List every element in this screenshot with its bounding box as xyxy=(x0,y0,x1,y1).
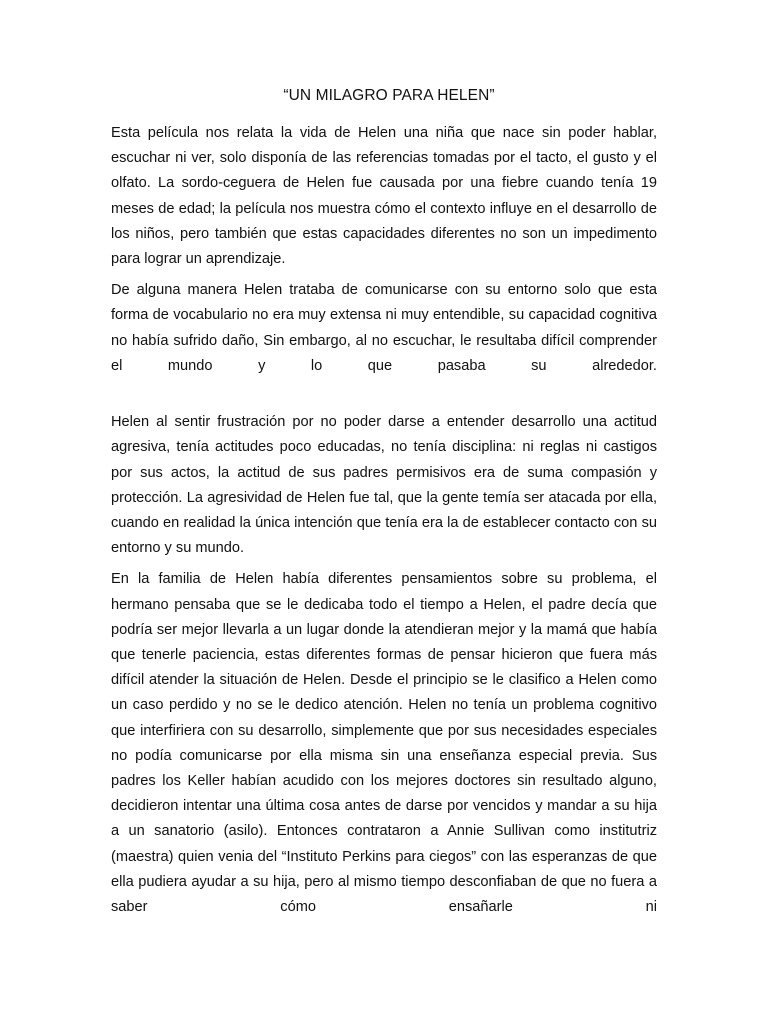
document-body xyxy=(111,121,657,926)
blank-line xyxy=(111,385,657,410)
paragraph-4: En la familia de Helen había diferentes pensamientos sobre su problema, el hermano pensaba que se le dedicaba todo el tiempo a Helen, el padre decía que podría ser mejor llevarla a un lugar donde la atendieran mejor y la mamá que había que tenerle paciencia, estas diferentes formas de pensar hicieron que fuera más difícil atender la situación de Helen. Desde el principio se le clasifico a Helen como un caso perdido y no se le dedico atención. Helen no tenía un problema cognitivo que interfiriera con su desarrollo, simplemente que por sus necesidades especiales no podía comunicarse por ella misma sin una enseñanza especial previa. Sus padres los Keller habían acudido con los mejores doctores sin resultado alguno, decidieron intentar una última cosa antes de darse por vencidos y mandar a su hija a un sanatorio (asilo). Entonces contrataron a Annie Sullivan como institutriz (maestra) quien venia del “Instituto Perkins para ciegos” con las esperanzas de que ella pudiera ayudar a su hija, pero al mismo tiempo desconfiaban de que no fuera a saber cómo ensañarle ni xyxy=(111,571,657,916)
paragraph-2: De alguna manera Helen trataba de comunicarse con su entorno solo que esta forma de vocabulario no era muy extensa ni muy entendible, su capacidad cognitiva no había sufrido daño, Sin embargo, al no escuchar, le resultaba difícil comprender el mundo y lo que pasaba su alrededor. xyxy=(111,282,657,374)
paragraph-3: Helen al sentir frustración por no poder darse a entender desarrollo una actitud agresiva, tenía actitudes poco educadas, no tenía disciplina: ni reglas ni castigos por sus actos, la actitud de sus padres permisivos era de suma compasión y protección. La agresividad de Helen fue tal, que la gente temía ser atacada por ella, cuando en realidad la única intención que tenía era la de establecer contacto con su entorno y su mundo. xyxy=(111,414,657,557)
document-title: “UN MILAGRO PARA HELEN” xyxy=(283,87,495,104)
paragraph-1: Esta película nos relata la vida de Helen una niña que nace sin poder hablar, escuchar ni ver, solo disponía de las referencias tomadas por el tacto, el gusto y el olfato. La sordo-ceguera de Helen fue causada por una fiebre cuando tenía 19 meses de edad; la película nos muestra cómo el contexto influye en el desarrollo de los niños, pero también que estas capacidades diferentes no son un impedimento para lograr un aprendizaje. xyxy=(111,125,657,268)
